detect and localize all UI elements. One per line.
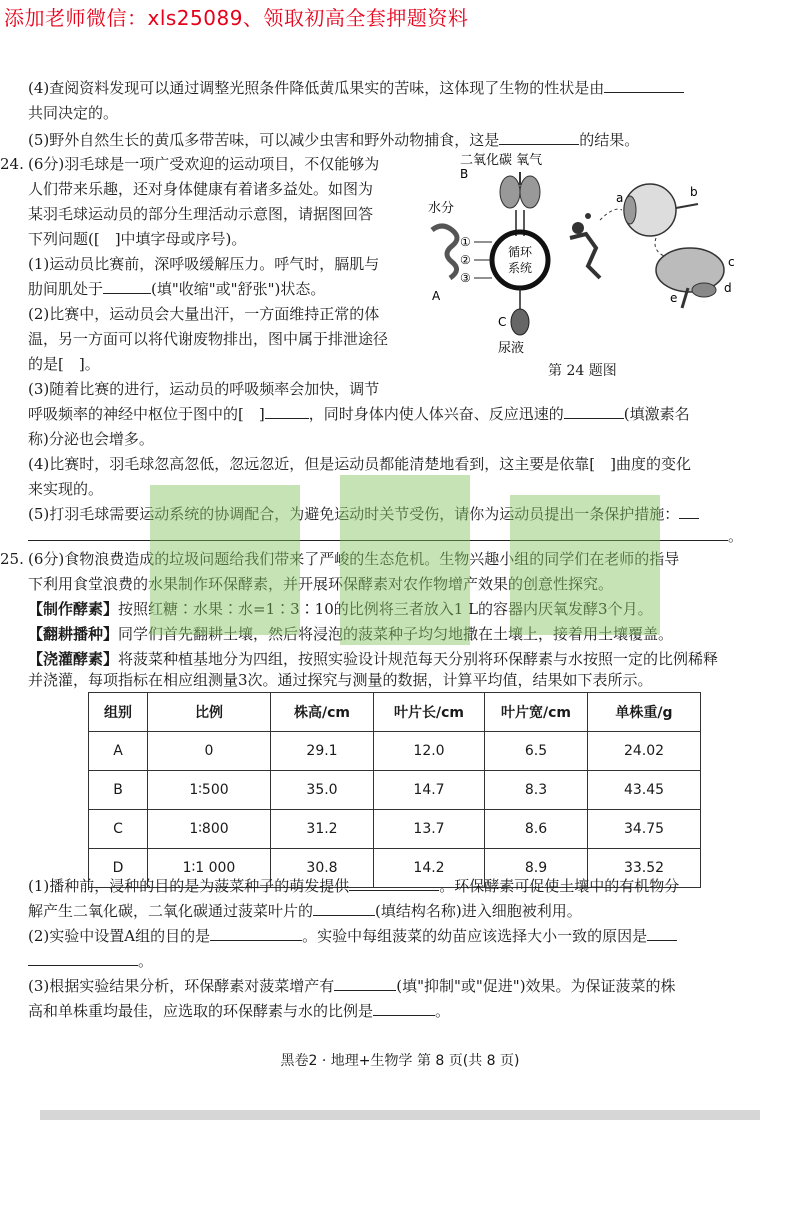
label-B: B <box>460 167 469 181</box>
label-b: b <box>690 185 698 199</box>
answer-blank[interactable] <box>210 926 302 941</box>
gas-label: 二氧化碳 氧气 <box>460 153 543 168</box>
q25-step1 <box>28 597 653 621</box>
table-cell: 43.45 <box>588 771 701 810</box>
circle-label-1: 循环 <box>508 245 533 259</box>
table-header: 株高/cm <box>271 693 374 732</box>
q25-s2-text-a: (2)实验中设置A组的目的是 <box>28 927 211 945</box>
q24-intro-3: 某羽毛球运动员的部分生理活动示意图，请据图回答 <box>28 205 374 223</box>
answer-blank[interactable] <box>647 926 677 941</box>
table-header-row <box>89 693 701 732</box>
table-cell: 24.02 <box>588 732 701 771</box>
table-header: 叶片宽/cm <box>485 693 588 732</box>
q25-s3-text-c: 高和单株重均最佳，应选取的环保酵素与水的比例是 <box>28 1002 374 1020</box>
q25-step2 <box>28 622 673 646</box>
q25-s2-text-b: 。实验中每组菠菜的幼苗应该选择大小一致的原因是 <box>302 927 648 945</box>
q25-s1-text-c: 解产生二氧化碳，二氧化碳通过菠菜叶片的 <box>28 902 314 920</box>
answer-blank[interactable] <box>349 876 439 891</box>
q25-s3-line2 <box>28 999 450 1023</box>
table-row <box>89 810 701 849</box>
q23-item5-text: (5)野外自然生长的黄瓜多带苦味，可以减少虫害和野外动物捕食，这是 <box>28 131 500 149</box>
q24-s1-text-b: (填"收缩"或"舒张")状态。 <box>151 280 326 298</box>
q25-s3-line1 <box>28 974 676 998</box>
answer-blank[interactable] <box>373 1001 435 1016</box>
table-cell: 6.5 <box>485 732 588 771</box>
q24-intro-2: 人们带来乐趣，还对身体健康有着诸多益处。如图为 <box>28 180 374 198</box>
table-cell: 8.9 <box>485 849 588 888</box>
water-label: 水分 <box>428 201 455 216</box>
step-1: ① <box>460 235 471 249</box>
urine-label: 尿液 <box>498 341 525 356</box>
page-footer: 黑卷2 · 地理+生物学 第 8 页(共 8 页) <box>280 1053 520 1069</box>
q25-step3-line2: 并浇灌，每项指标在相应组测量3次。通过探究与测量的数据，计算平均值，结果如下表所示。 <box>28 671 653 689</box>
table-header: 单株重/g <box>588 693 701 732</box>
table-cell: 12.0 <box>374 732 485 771</box>
physiology-diagram <box>420 150 760 380</box>
badminton-player-icon <box>570 213 600 278</box>
label-C: C <box>498 315 507 329</box>
q24-intro-1 <box>0 152 379 176</box>
table-row <box>89 771 701 810</box>
promo-banner: 添加老师微信：xls25089、领取初高全套押题资料 <box>4 6 469 30</box>
table-cell: 1∶1 000 <box>148 849 271 888</box>
table-header: 叶片长/cm <box>374 693 485 732</box>
q24-s2-line1: (2)比赛中，运动员会大量出汗，一方面维持正常的体 <box>28 305 380 323</box>
arrow-line <box>600 209 622 220</box>
q25-s1-line1 <box>28 874 679 898</box>
lungs-icon <box>500 172 540 208</box>
q24-s5-line1 <box>28 502 699 526</box>
step-3: ③ <box>460 271 471 285</box>
answer-blank[interactable] <box>28 951 138 966</box>
table-row <box>89 732 701 771</box>
table-cell: 33.52 <box>588 849 701 888</box>
q24-s5-text: (5)打羽毛球需要运动系统的协调配合，为避免运动时关节受伤，请你为运动员提出一条保护措施： <box>28 505 680 523</box>
table-cell: 8.3 <box>485 771 588 810</box>
label-e: e <box>670 291 678 305</box>
q25-s3-text-a: (3)根据实验结果分析，环保酵素对菠菜增产有 <box>28 977 335 995</box>
table-cell: 31.2 <box>271 810 374 849</box>
table-header: 组别 <box>89 693 148 732</box>
table-cell: 1∶500 <box>148 771 271 810</box>
arrow-line <box>655 238 664 256</box>
answer-blank[interactable] <box>265 404 309 419</box>
q24-s1-line2 <box>28 277 325 301</box>
table-cell: D <box>89 849 148 888</box>
table-header: 比例 <box>148 693 271 732</box>
answer-blank[interactable] <box>564 404 624 419</box>
step-tag: 【翻耕播种】 <box>28 625 119 643</box>
table-cell: 35.0 <box>271 771 374 810</box>
brain-icon <box>656 248 724 308</box>
q25-intro-text: (6分)食物浪费造成的垃圾问题给我们带来了严峻的生态危机。生物兴趣小组的同学们在老师的指导 <box>28 550 680 568</box>
q24-s4-line1: (4)比赛时，羽毛球忽高忽低，忽远忽近，但是运动员都能清楚地看到，这主要是依靠[ ]曲度的变化 <box>28 455 691 473</box>
q23-item4 <box>28 76 684 100</box>
table-cell: C <box>89 810 148 849</box>
q24-s2-line3: 的是[ ]。 <box>28 355 100 373</box>
q25-s3-end: 。 <box>435 1002 451 1020</box>
results-table <box>88 692 701 888</box>
label-d: d <box>724 281 732 295</box>
q24-s3-text-b: ，同时身体内使人体兴奋、反应迅速的 <box>308 405 564 423</box>
q24-s5-line2: 。 <box>28 524 743 548</box>
q25-s3-text-b: (填"抑制"或"促进")效果。为保证菠菜的株 <box>396 977 676 995</box>
q25-s2-line1 <box>28 924 677 948</box>
q25-s2-line2 <box>28 949 153 973</box>
q23-item4-line2: 共同决定的。 <box>28 104 119 122</box>
answer-blank[interactable] <box>604 78 684 93</box>
scan-shadow <box>0 1100 800 1140</box>
q25-s1-text-b: 。环保酵素可促使土壤中的有机物分 <box>439 877 680 895</box>
q25-s2-end: 。 <box>138 952 154 970</box>
q24-s3-line2 <box>28 402 690 426</box>
table-cell: 0 <box>148 732 271 771</box>
q25-s1-text-a: (1)播种前，浸种的目的是为菠菜种子的萌发提供 <box>28 877 350 895</box>
q23-item4-text: (4)查阅资料发现可以通过调整光照条件降低黄瓜果实的苦味，这体现了生物的性状是由 <box>28 79 605 97</box>
intestine-icon <box>432 226 457 278</box>
q24-s3-line1: (3)随着比赛的进行，运动员的呼吸频率会加快，调节 <box>28 380 380 398</box>
table-cell: A <box>89 732 148 771</box>
label-A: A <box>432 289 441 303</box>
q25-number: 25. <box>0 550 24 568</box>
answer-blank-long[interactable] <box>28 526 728 541</box>
step-2: ② <box>460 253 471 267</box>
q24-s1-text-a: 肋间肌处于 <box>28 280 104 298</box>
step-text: 同学们首先翻耕土壤，然后将浸泡的菠菜种子均匀地撒在土壤上，接着用土壤覆盖。 <box>118 625 674 643</box>
step-text: 将菠菜种植基地分为四组，按照实验设计规范每天分别将环保酵素与水按照一定的比例稀释 <box>118 650 719 668</box>
table-cell: B <box>89 771 148 810</box>
table-cell: 30.8 <box>271 849 374 888</box>
kidney-icon <box>511 309 529 335</box>
table-cell: 13.7 <box>374 810 485 849</box>
q24-s2-line2: 温，另一方面可以将代谢废物排出，图中属于排泄途径 <box>28 330 389 348</box>
q24-s4-line2: 来实现的。 <box>28 480 104 498</box>
q24-s3-line3: 称)分泌也会增多。 <box>28 430 154 448</box>
table-cell: 14.2 <box>374 849 485 888</box>
q23-item5 <box>28 128 639 152</box>
table-cell: 29.1 <box>271 732 374 771</box>
circle-label-2: 系统 <box>508 261 533 275</box>
q25-intro-1 <box>0 547 679 571</box>
answer-blank[interactable] <box>499 130 579 145</box>
table-cell: 1∶800 <box>148 810 271 849</box>
q25-s1-text-d: (填结构名称)进入细胞被利用。 <box>375 902 582 920</box>
eye-icon <box>624 184 698 236</box>
q24-intro-4: 下列问题([ ]中填字母或序号)。 <box>28 230 247 248</box>
step-tag: 【浇灌酵素】 <box>28 650 119 668</box>
circulation-ring <box>492 232 548 288</box>
table-cell: 14.7 <box>374 771 485 810</box>
step-text: 按照红糖∶水果∶水=1∶3∶10的比例将三者放入1 L的容器内厌氧发酵3个月。 <box>118 600 653 618</box>
q24-number: 24. <box>0 155 24 173</box>
q25-intro-2: 下利用食堂浪费的水果制作环保酵素，并开展环保酵素对农作物增产效果的创意性探究。 <box>28 575 614 593</box>
answer-blank[interactable] <box>334 976 396 991</box>
q23-item5-end: 的结果。 <box>579 131 640 149</box>
q24-intro-text: (6分)羽毛球是一项广受欢迎的运动项目，不仅能够为 <box>28 155 380 173</box>
label-c: c <box>728 255 735 269</box>
table-cell: 8.6 <box>485 810 588 849</box>
answer-blank[interactable] <box>103 279 151 294</box>
answer-blank[interactable] <box>313 901 375 916</box>
q25-s1-line2 <box>28 899 582 923</box>
label-a: a <box>616 191 624 205</box>
step-tag: 【制作酵素】 <box>28 600 119 618</box>
q24-s3-text-a: 呼吸频率的神经中枢位于图中的[ ] <box>28 405 265 423</box>
q24-s3-text-c: (填激素名 <box>623 405 690 423</box>
answer-blank[interactable] <box>679 504 699 519</box>
figure-caption: 第 24 题图 <box>548 363 617 379</box>
table-cell: 34.75 <box>588 810 701 849</box>
q24-s1-line1: (1)运动员比赛前，深呼吸缓解压力。呼气时，膈肌与 <box>28 255 380 273</box>
